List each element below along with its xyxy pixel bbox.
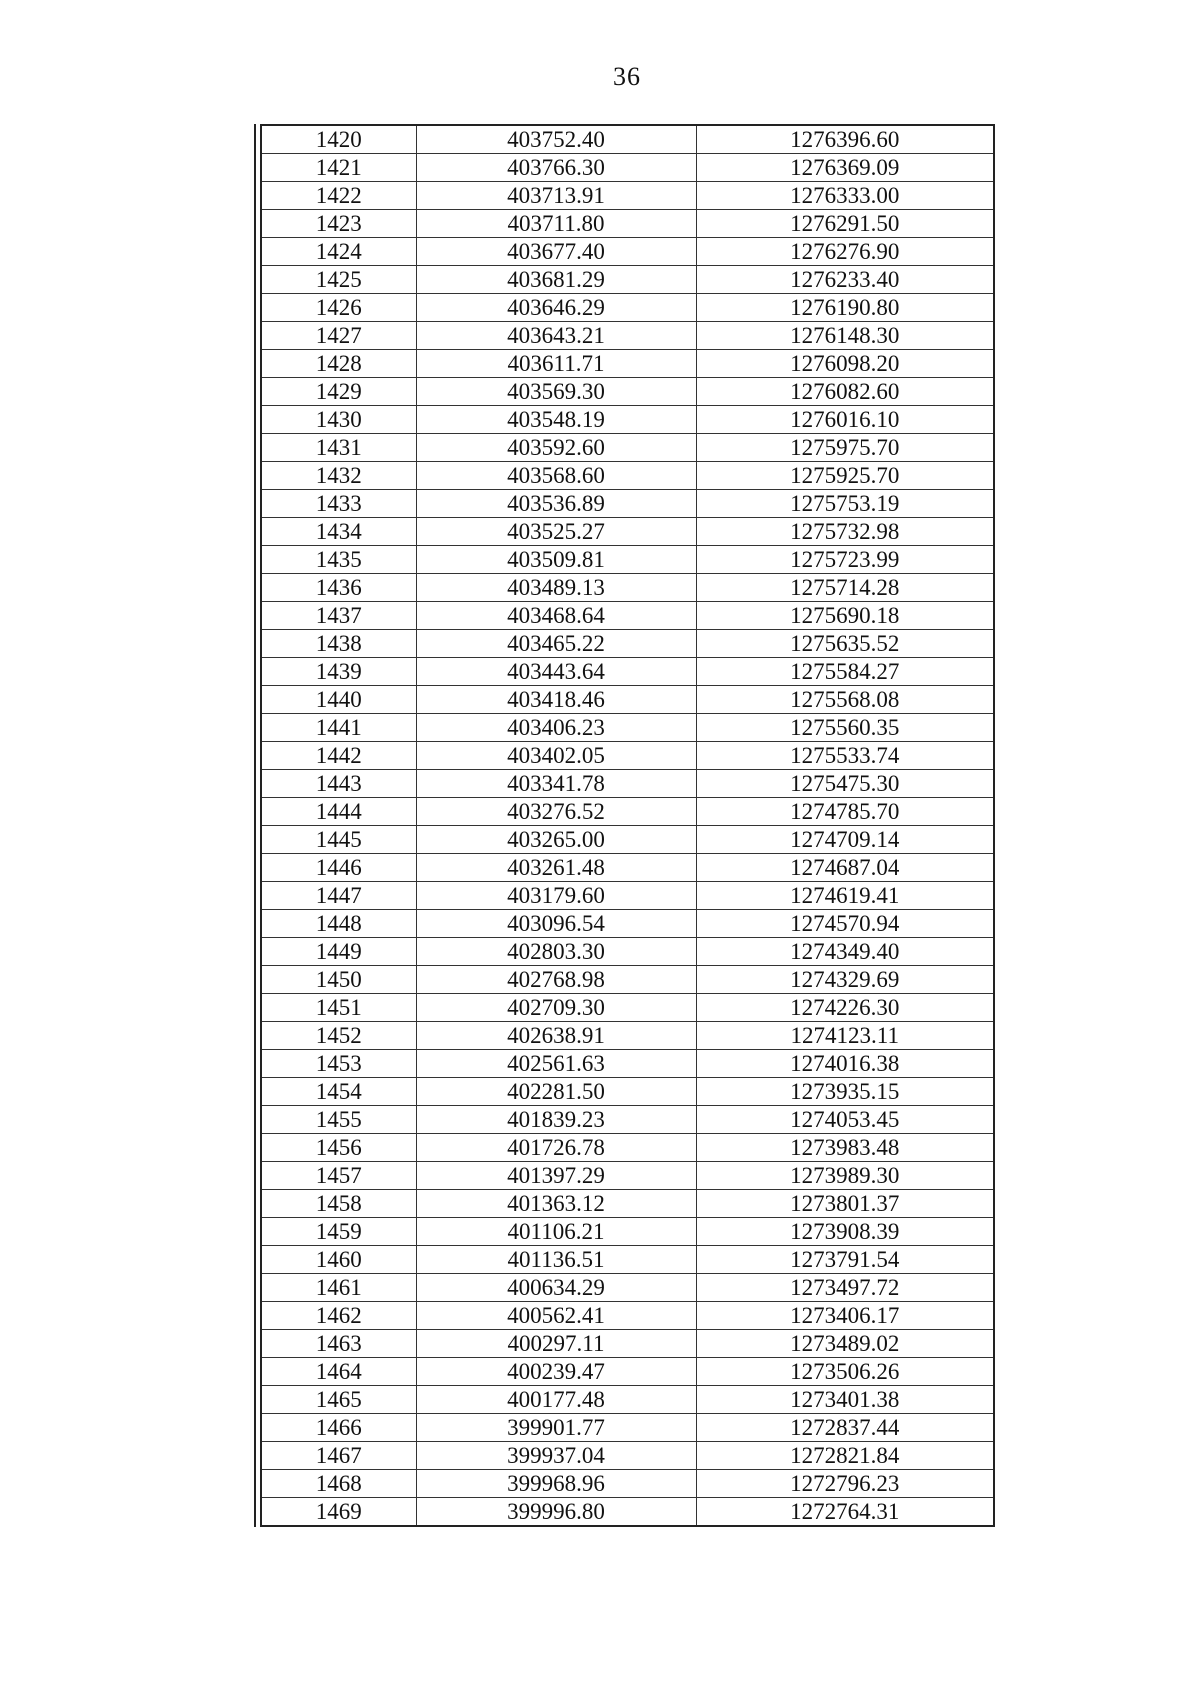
y-coordinate-cell: 1276233.40 <box>696 266 994 294</box>
y-coordinate-cell: 1272796.23 <box>696 1470 994 1498</box>
y-coordinate-cell: 1273497.72 <box>696 1274 994 1302</box>
x-coordinate-cell: 402638.91 <box>416 1022 696 1050</box>
y-coordinate-cell: 1274053.45 <box>696 1106 994 1134</box>
x-coordinate-cell: 403406.23 <box>416 714 696 742</box>
table-row <box>261 1274 994 1302</box>
table-row <box>261 966 994 994</box>
table-row <box>261 1498 994 1527</box>
x-coordinate-cell: 401106.21 <box>416 1218 696 1246</box>
y-coordinate-cell: 1273908.39 <box>696 1218 994 1246</box>
table-row <box>261 938 994 966</box>
y-coordinate-cell: 1276016.10 <box>696 406 994 434</box>
x-coordinate-cell: 403261.48 <box>416 854 696 882</box>
point-number-cell: 1454 <box>261 1078 416 1106</box>
point-number-cell: 1451 <box>261 994 416 1022</box>
x-coordinate-cell: 401726.78 <box>416 1134 696 1162</box>
point-number-cell: 1434 <box>261 518 416 546</box>
table-row <box>261 1386 994 1414</box>
table-row <box>261 574 994 602</box>
point-number-cell: 1421 <box>261 154 416 182</box>
y-coordinate-cell: 1273506.26 <box>696 1358 994 1386</box>
point-number-cell: 1427 <box>261 322 416 350</box>
point-number-cell: 1459 <box>261 1218 416 1246</box>
x-coordinate-cell: 400177.48 <box>416 1386 696 1414</box>
table-row <box>261 882 994 910</box>
table-row <box>261 406 994 434</box>
point-number-cell: 1423 <box>261 210 416 238</box>
x-coordinate-cell: 403643.21 <box>416 322 696 350</box>
y-coordinate-cell: 1275975.70 <box>696 434 994 462</box>
table-row <box>261 1050 994 1078</box>
x-coordinate-cell: 403766.30 <box>416 154 696 182</box>
point-number-cell: 1458 <box>261 1190 416 1218</box>
point-number-cell: 1462 <box>261 1302 416 1330</box>
table-row <box>261 658 994 686</box>
point-number-cell: 1463 <box>261 1330 416 1358</box>
y-coordinate-cell: 1273801.37 <box>696 1190 994 1218</box>
x-coordinate-cell: 403646.29 <box>416 294 696 322</box>
y-coordinate-cell: 1274619.41 <box>696 882 994 910</box>
point-number-cell: 1457 <box>261 1162 416 1190</box>
table-row <box>261 546 994 574</box>
table-row <box>261 1470 994 1498</box>
x-coordinate-cell: 403468.64 <box>416 602 696 630</box>
x-coordinate-cell: 403536.89 <box>416 490 696 518</box>
point-number-cell: 1436 <box>261 574 416 602</box>
y-coordinate-cell: 1276098.20 <box>696 350 994 378</box>
table-row <box>261 154 994 182</box>
x-coordinate-cell: 403402.05 <box>416 742 696 770</box>
point-number-cell: 1452 <box>261 1022 416 1050</box>
table-row <box>261 378 994 406</box>
point-number-cell: 1460 <box>261 1246 416 1274</box>
y-coordinate-cell: 1275533.74 <box>696 742 994 770</box>
table-row <box>261 238 994 266</box>
y-coordinate-cell: 1275568.08 <box>696 686 994 714</box>
table-row <box>261 1246 994 1274</box>
point-number-cell: 1447 <box>261 882 416 910</box>
y-coordinate-cell: 1275475.30 <box>696 770 994 798</box>
table-row <box>261 1162 994 1190</box>
table-row <box>261 266 994 294</box>
point-number-cell: 1440 <box>261 686 416 714</box>
x-coordinate-cell: 403611.71 <box>416 350 696 378</box>
y-coordinate-cell: 1274687.04 <box>696 854 994 882</box>
table-row <box>261 1442 994 1470</box>
y-coordinate-cell: 1275925.70 <box>696 462 994 490</box>
y-coordinate-cell: 1272821.84 <box>696 1442 994 1470</box>
x-coordinate-cell: 403418.46 <box>416 686 696 714</box>
x-coordinate-cell: 403568.60 <box>416 462 696 490</box>
y-coordinate-cell: 1276369.09 <box>696 154 994 182</box>
y-coordinate-cell: 1276082.60 <box>696 378 994 406</box>
x-coordinate-cell: 401397.29 <box>416 1162 696 1190</box>
x-coordinate-cell: 403489.13 <box>416 574 696 602</box>
point-number-cell: 1445 <box>261 826 416 854</box>
table-row <box>261 854 994 882</box>
x-coordinate-cell: 403509.81 <box>416 546 696 574</box>
point-number-cell: 1464 <box>261 1358 416 1386</box>
table-row <box>261 1106 994 1134</box>
point-number-cell: 1441 <box>261 714 416 742</box>
point-number-cell: 1456 <box>261 1134 416 1162</box>
y-coordinate-cell: 1276291.50 <box>696 210 994 238</box>
point-number-cell: 1422 <box>261 182 416 210</box>
point-number-cell: 1442 <box>261 742 416 770</box>
x-coordinate-cell: 400634.29 <box>416 1274 696 1302</box>
table-row <box>261 1358 994 1386</box>
y-coordinate-cell: 1273791.54 <box>696 1246 994 1274</box>
table-row <box>261 294 994 322</box>
table-row <box>261 350 994 378</box>
x-coordinate-cell: 402561.63 <box>416 1050 696 1078</box>
y-coordinate-cell: 1273406.17 <box>696 1302 994 1330</box>
table-body <box>261 125 994 1526</box>
x-coordinate-cell: 399937.04 <box>416 1442 696 1470</box>
point-number-cell: 1446 <box>261 854 416 882</box>
x-coordinate-cell: 403276.52 <box>416 798 696 826</box>
point-number-cell: 1429 <box>261 378 416 406</box>
x-coordinate-cell: 401839.23 <box>416 1106 696 1134</box>
point-number-cell: 1439 <box>261 658 416 686</box>
x-coordinate-cell: 403096.54 <box>416 910 696 938</box>
y-coordinate-cell: 1272764.31 <box>696 1498 994 1527</box>
y-coordinate-cell: 1274709.14 <box>696 826 994 854</box>
table-row <box>261 1022 994 1050</box>
x-coordinate-cell: 403443.64 <box>416 658 696 686</box>
x-coordinate-cell: 403465.22 <box>416 630 696 658</box>
table-row <box>261 1330 994 1358</box>
point-number-cell: 1431 <box>261 434 416 462</box>
point-number-cell: 1465 <box>261 1386 416 1414</box>
x-coordinate-cell: 402281.50 <box>416 1078 696 1106</box>
x-coordinate-cell: 403179.60 <box>416 882 696 910</box>
y-coordinate-cell: 1275723.99 <box>696 546 994 574</box>
x-coordinate-cell: 403525.27 <box>416 518 696 546</box>
y-coordinate-cell: 1273983.48 <box>696 1134 994 1162</box>
point-number-cell: 1438 <box>261 630 416 658</box>
point-number-cell: 1469 <box>261 1498 416 1527</box>
x-coordinate-cell: 403265.00 <box>416 826 696 854</box>
coordinate-table <box>260 124 995 1527</box>
page-number: 36 <box>613 62 641 91</box>
x-coordinate-cell: 399968.96 <box>416 1470 696 1498</box>
point-number-cell: 1448 <box>261 910 416 938</box>
point-number-cell: 1455 <box>261 1106 416 1134</box>
table-row <box>261 826 994 854</box>
table-row <box>261 1218 994 1246</box>
x-coordinate-cell: 400239.47 <box>416 1358 696 1386</box>
x-coordinate-cell: 401363.12 <box>416 1190 696 1218</box>
y-coordinate-cell: 1276396.60 <box>696 125 994 154</box>
x-coordinate-cell: 403681.29 <box>416 266 696 294</box>
point-number-cell: 1449 <box>261 938 416 966</box>
y-coordinate-cell: 1275714.28 <box>696 574 994 602</box>
y-coordinate-cell: 1275560.35 <box>696 714 994 742</box>
x-coordinate-cell: 402803.30 <box>416 938 696 966</box>
table-row <box>261 210 994 238</box>
y-coordinate-cell: 1276276.90 <box>696 238 994 266</box>
point-number-cell: 1461 <box>261 1274 416 1302</box>
y-coordinate-cell: 1274349.40 <box>696 938 994 966</box>
x-coordinate-cell: 402768.98 <box>416 966 696 994</box>
x-coordinate-cell: 399901.77 <box>416 1414 696 1442</box>
y-coordinate-cell: 1275690.18 <box>696 602 994 630</box>
y-coordinate-cell: 1274785.70 <box>696 798 994 826</box>
x-coordinate-cell: 403711.80 <box>416 210 696 238</box>
y-coordinate-cell: 1273489.02 <box>696 1330 994 1358</box>
table-row <box>261 1134 994 1162</box>
table-row <box>261 686 994 714</box>
point-number-cell: 1424 <box>261 238 416 266</box>
table-row <box>261 1190 994 1218</box>
table-row <box>261 798 994 826</box>
table-row <box>261 994 994 1022</box>
table-row <box>261 714 994 742</box>
table-row <box>261 770 994 798</box>
table-row <box>261 490 994 518</box>
x-coordinate-cell: 403592.60 <box>416 434 696 462</box>
table-row <box>261 182 994 210</box>
y-coordinate-cell: 1274123.11 <box>696 1022 994 1050</box>
point-number-cell: 1453 <box>261 1050 416 1078</box>
table-row <box>261 1078 994 1106</box>
point-number-cell: 1466 <box>261 1414 416 1442</box>
point-number-cell: 1444 <box>261 798 416 826</box>
y-coordinate-cell: 1273989.30 <box>696 1162 994 1190</box>
y-coordinate-cell: 1274226.30 <box>696 994 994 1022</box>
table-row <box>261 1302 994 1330</box>
y-coordinate-cell: 1275635.52 <box>696 630 994 658</box>
y-coordinate-cell: 1272837.44 <box>696 1414 994 1442</box>
point-number-cell: 1467 <box>261 1442 416 1470</box>
x-coordinate-cell: 403677.40 <box>416 238 696 266</box>
table-row <box>261 462 994 490</box>
y-coordinate-cell: 1276333.00 <box>696 182 994 210</box>
point-number-cell: 1450 <box>261 966 416 994</box>
x-coordinate-cell: 403548.19 <box>416 406 696 434</box>
table-row <box>261 910 994 938</box>
point-number-cell: 1433 <box>261 490 416 518</box>
x-coordinate-cell: 402709.30 <box>416 994 696 1022</box>
point-number-cell: 1425 <box>261 266 416 294</box>
x-coordinate-cell: 401136.51 <box>416 1246 696 1274</box>
point-number-cell: 1435 <box>261 546 416 574</box>
table-row <box>261 125 994 154</box>
point-number-cell: 1428 <box>261 350 416 378</box>
point-number-cell: 1468 <box>261 1470 416 1498</box>
y-coordinate-cell: 1274016.38 <box>696 1050 994 1078</box>
table-row <box>261 518 994 546</box>
x-coordinate-cell: 403752.40 <box>416 125 696 154</box>
point-number-cell: 1443 <box>261 770 416 798</box>
y-coordinate-cell: 1273935.15 <box>696 1078 994 1106</box>
y-coordinate-cell: 1275753.19 <box>696 490 994 518</box>
y-coordinate-cell: 1273401.38 <box>696 1386 994 1414</box>
x-coordinate-cell: 399996.80 <box>416 1498 696 1527</box>
table-row <box>261 1414 994 1442</box>
x-coordinate-cell: 403569.30 <box>416 378 696 406</box>
point-number-cell: 1437 <box>261 602 416 630</box>
point-number-cell: 1430 <box>261 406 416 434</box>
table-row <box>261 322 994 350</box>
point-number-cell: 1432 <box>261 462 416 490</box>
table-row <box>261 742 994 770</box>
point-number-cell: 1426 <box>261 294 416 322</box>
x-coordinate-cell: 403341.78 <box>416 770 696 798</box>
table-row <box>261 630 994 658</box>
point-number-cell: 1420 <box>261 125 416 154</box>
y-coordinate-cell: 1274570.94 <box>696 910 994 938</box>
x-coordinate-cell: 400562.41 <box>416 1302 696 1330</box>
y-coordinate-cell: 1275584.27 <box>696 658 994 686</box>
y-coordinate-cell: 1276148.30 <box>696 322 994 350</box>
y-coordinate-cell: 1274329.69 <box>696 966 994 994</box>
table-row <box>261 434 994 462</box>
y-coordinate-cell: 1276190.80 <box>696 294 994 322</box>
x-coordinate-cell: 403713.91 <box>416 182 696 210</box>
table-row <box>261 602 994 630</box>
x-coordinate-cell: 400297.11 <box>416 1330 696 1358</box>
y-coordinate-cell: 1275732.98 <box>696 518 994 546</box>
